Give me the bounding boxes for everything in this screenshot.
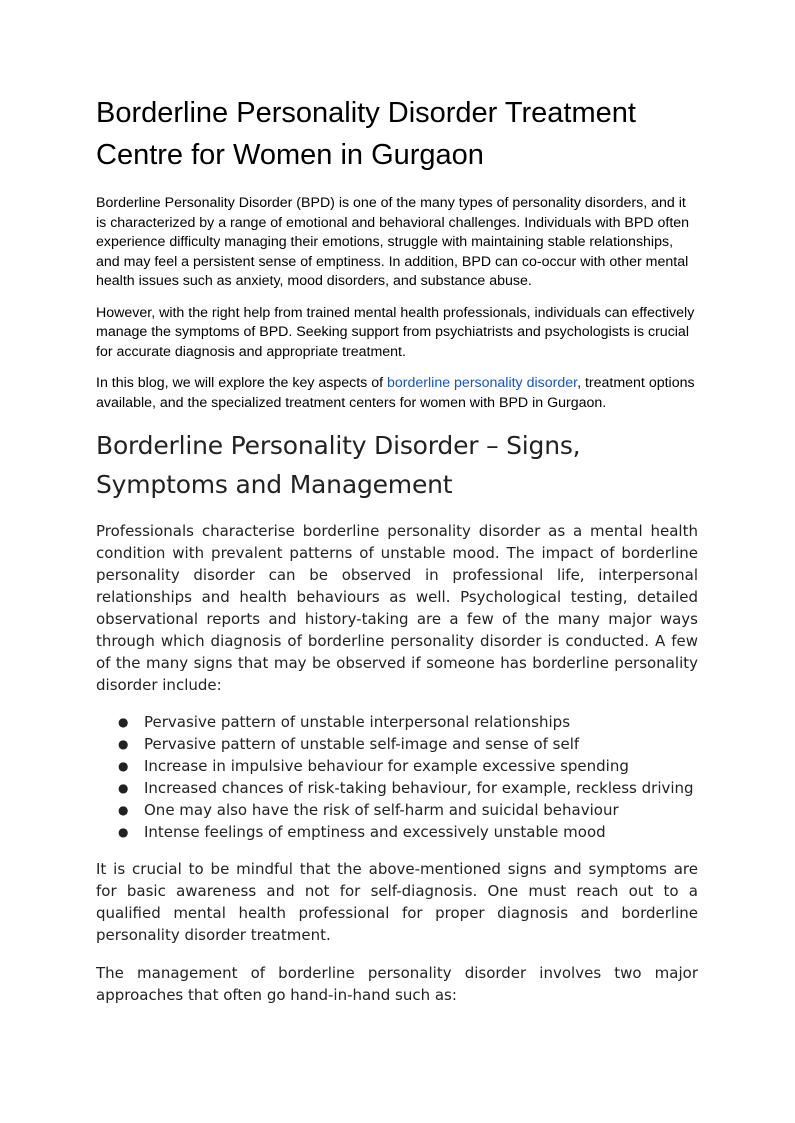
bullet-icon: ●	[118, 803, 129, 817]
list-item	[96, 711, 698, 733]
section-paragraph-1: Professionals characterise borderline personality disorder as a mental health condition with prevalent patterns of unstable mood. The impact of borderline personality disorder can be observed in professional life, interpersonal relationships and health behaviours as well. Psychological testing, detailed observational reports and history-taking are a few of the many major ways through which diagnosis of borderline personality disorder is conducted. A few of the many signs that may be observed if someone has borderline personality disorder include:	[96, 522, 698, 694]
intro-paragraph-3	[96, 374, 698, 413]
bullet-icon: ●	[118, 825, 129, 839]
page-title: Borderline Personality Disorder Treatment Centre for Women in Gurgaon	[96, 97, 636, 171]
section-heading: Borderline Personality Disorder – Signs, Symptoms and Management	[96, 431, 581, 499]
intro-paragraph-2: However, with the right help from trained mental health professionals, individuals can effectively manage the symptoms of BPD. Seeking support from psychiatrists and psychologists is crucial for accurate diagnosis and appropriate treatment.	[96, 304, 695, 360]
bullet-icon: ●	[118, 715, 129, 729]
list-item	[96, 821, 698, 843]
list-item-text: Pervasive pattern of unstable self-image and sense of self	[144, 735, 580, 753]
list-item	[96, 733, 698, 755]
bullet-icon: ●	[118, 781, 129, 795]
list-item	[96, 799, 698, 821]
list-item-text: Pervasive pattern of unstable interpersonal relationships	[144, 713, 571, 731]
bullet-icon: ●	[118, 759, 129, 773]
intro-paragraph-3-start: In this blog, we will explore the key aspects of	[96, 375, 387, 391]
list-item	[96, 755, 698, 777]
intro-paragraph-1: Borderline Personality Disorder (BPD) is one of the many types of personality disorders, and it is characterized by a range of emotional and behavioral challenges. Individuals with BPD often experience difficulty managing their emotions, struggle with maintaining stable relationships, and may feel a persistent sense of emptiness. In addition, BPD can co-occur with other mental health issues such as anxiety, mood disorders, and substance abuse.	[96, 195, 690, 289]
section-paragraph-3: The management of borderline personality disorder involves two major approaches that often go hand-in-hand such as:	[96, 964, 698, 1004]
list-item-text: Increase in impulsive behaviour for example excessive spending	[144, 757, 629, 775]
list-item-text: Increased chances of risk-taking behaviour, for example, reckless driving	[144, 779, 694, 797]
intro-section	[96, 194, 698, 413]
list-item-text: One may also have the risk of self-harm and suicidal behaviour	[144, 801, 619, 819]
intro-paragraph-3-end: , treatment options available, and the specialized treatment centers for women with BPD in Gurgaon.	[96, 375, 695, 411]
bullet-icon: ●	[118, 737, 129, 751]
document-page	[96, 92, 698, 1006]
list-item-text: Intense feelings of emptiness and excessively unstable mood	[144, 823, 606, 841]
section-paragraph-2: It is crucial to be mindful that the above-mentioned signs and symptoms are for basic awareness and not for self-diagnosis. One must reach out to a qualified mental health professional for proper diagnosis and borderline personality disorder treatment.	[96, 860, 698, 944]
list-item	[96, 777, 698, 799]
signs-list	[96, 711, 698, 843]
bpd-link[interactable]: borderline personality disorder	[387, 375, 578, 391]
